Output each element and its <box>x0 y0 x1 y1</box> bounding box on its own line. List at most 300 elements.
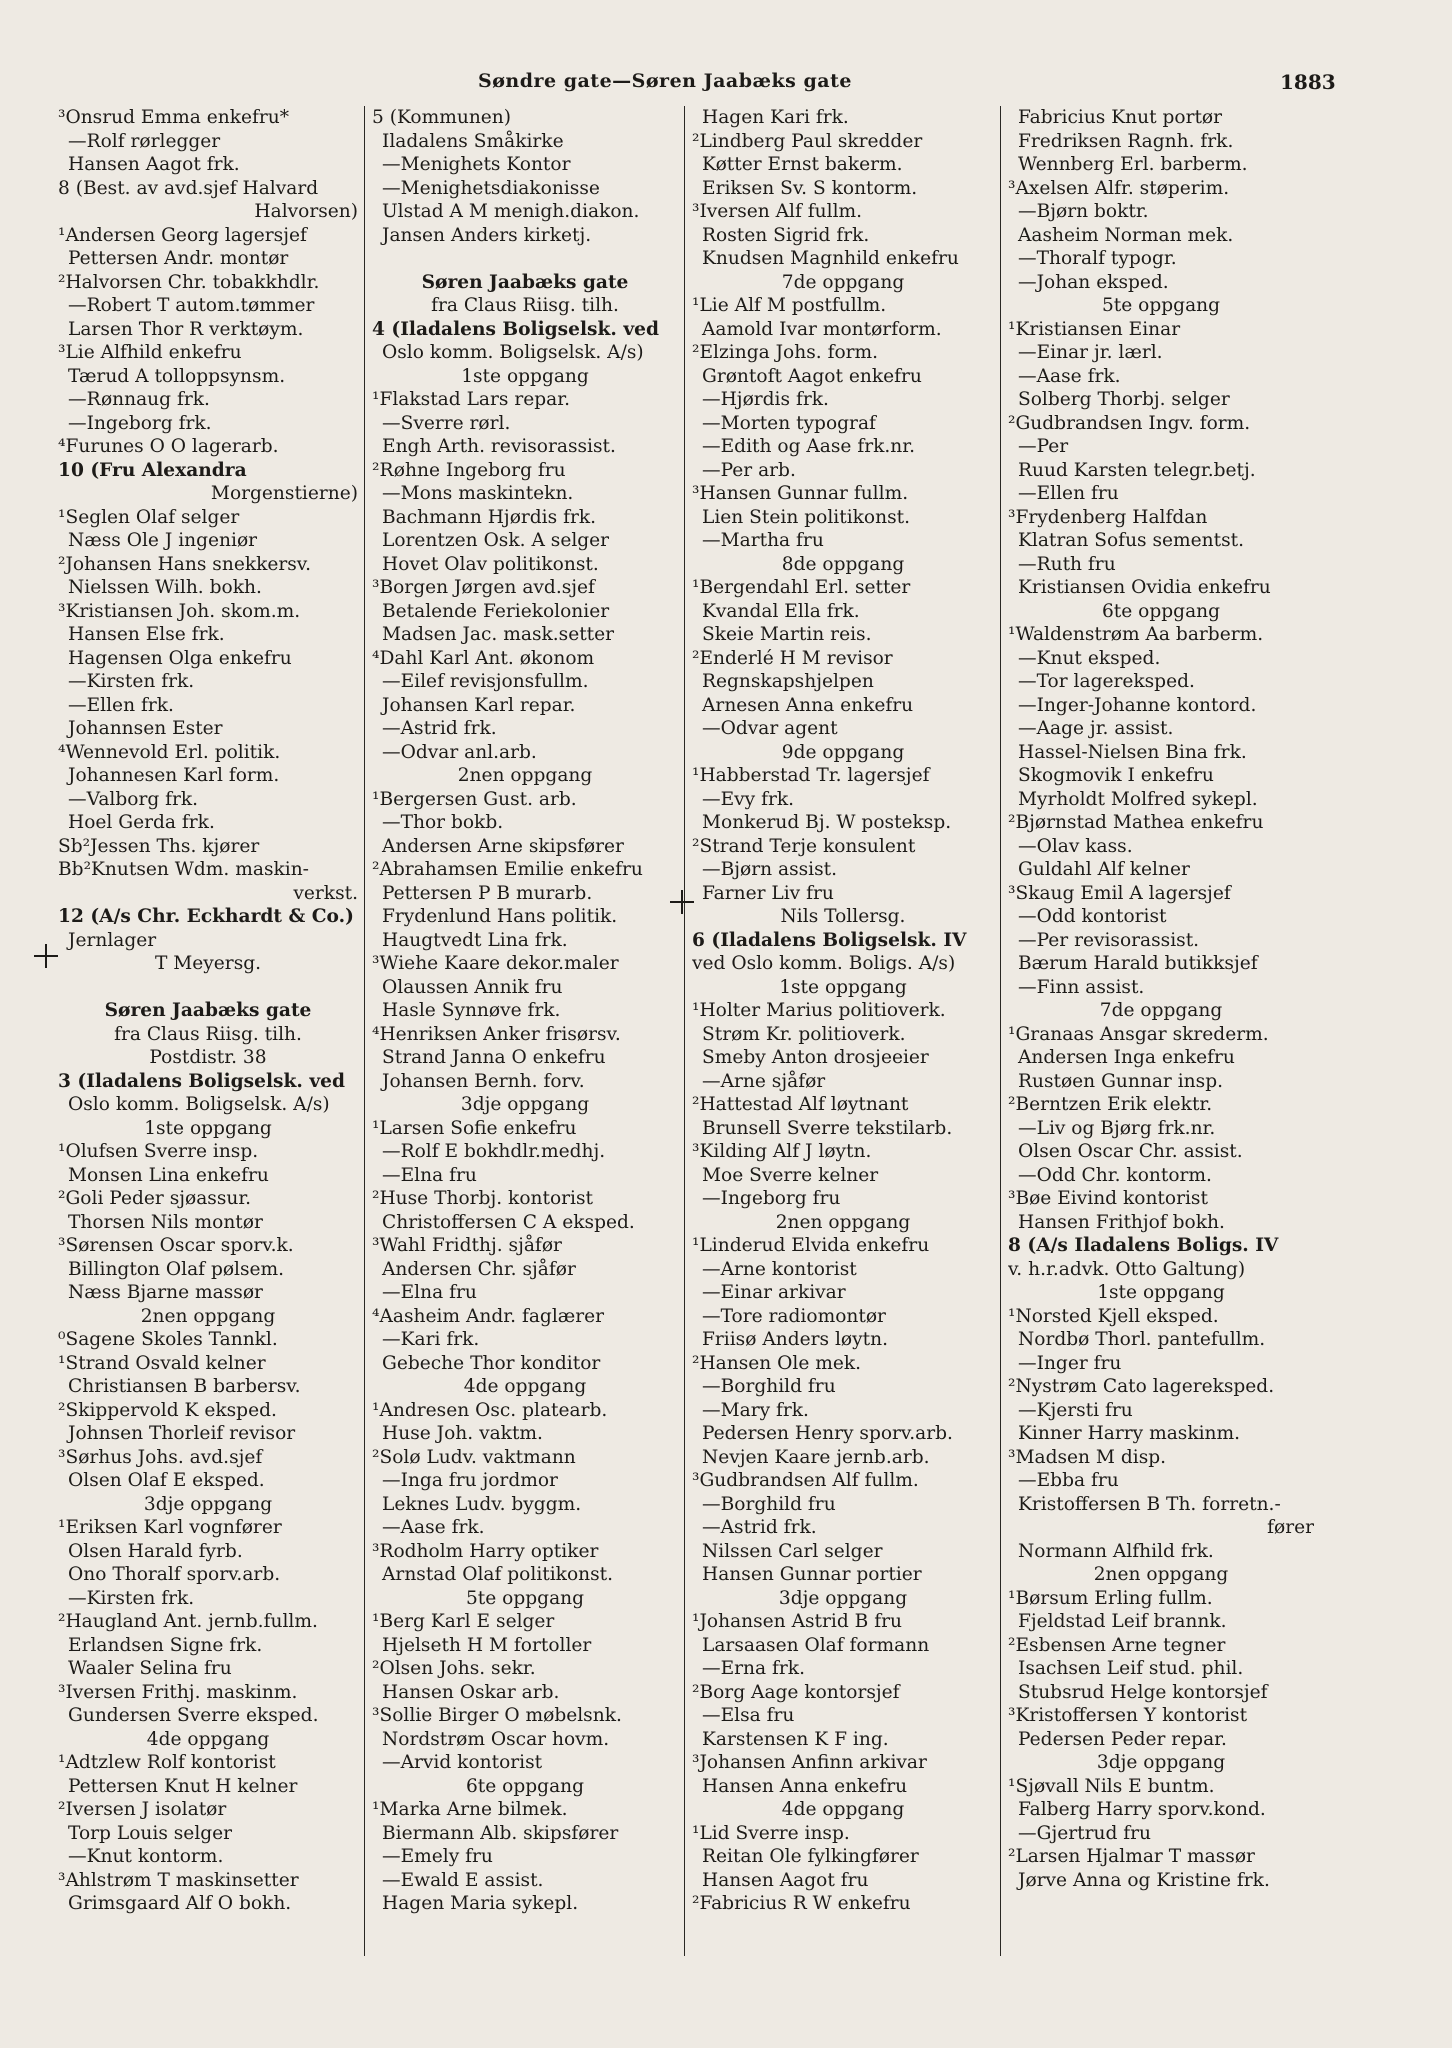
section-label: 1ste oppgang <box>779 976 907 998</box>
directory-entry: Regnskapshjelpen <box>702 671 874 692</box>
directory-entry: ³Sollie Birger O møbelsnk. <box>372 1705 622 1726</box>
directory-entry: —Evy frk. <box>702 788 795 810</box>
directory-entry: ¹Linderud Elvida enkefru <box>692 1235 930 1256</box>
directory-entry: Olaussen Annik fru <box>382 976 563 998</box>
directory-entry: ²Goli Peder sjøassur. <box>58 1188 252 1209</box>
directory-entry: Monkerud Bj. W posteksp. <box>702 812 952 833</box>
directory-entry: —Ewald E assist. <box>382 1869 544 1891</box>
directory-entry: Næss Ole J ingeniør <box>68 530 258 551</box>
section-label: 4de oppgang <box>146 1728 270 1750</box>
section-label: 3dje oppgang <box>778 1587 908 1609</box>
directory-entry: ³Axelsen Alfr. støperim. <box>1008 177 1230 199</box>
directory-entry: —Inger-Johanne kontord. <box>1018 694 1257 716</box>
directory-entry: Bachmann Hjørdis frk. <box>382 506 597 528</box>
directory-entry: —Robert T autom.tømmer <box>68 295 315 316</box>
section-label: 5te oppgang <box>465 1587 585 1609</box>
directory-entry: —Borghild fru <box>702 1376 836 1397</box>
section-label: 1ste oppgang <box>461 365 589 387</box>
directory-entry: Monsen Lina enkefru <box>68 1164 269 1186</box>
directory-entry: ³Frydenberg Halfdan <box>1008 506 1208 528</box>
directory-entry: —Thoralf typogr. <box>1018 248 1177 269</box>
directory-entry: ³Rodholm Harry optiker <box>372 1540 599 1562</box>
directory-entry: ²Haugland Ant. jernb.fullm. <box>58 1611 318 1632</box>
directory-entry: —Martha fru <box>702 530 824 551</box>
directory-entry: Christiansen B barbersv. <box>68 1376 301 1397</box>
directory-entry: Andersen Arne skipsfører <box>382 835 624 857</box>
directory-entry: ³Borgen Jørgen avd.sjef <box>372 577 595 598</box>
section-label: 7de oppgang <box>781 271 905 293</box>
directory-entry: ²Solø Ludv. vaktmann <box>372 1446 576 1468</box>
directory-entry: —Knut eksped. <box>1018 647 1161 669</box>
directory-entry: Friisø Anders løytn. <box>702 1329 888 1350</box>
directory-entry: —Knut kontorm. <box>68 1846 224 1867</box>
directory-entry: ²Borg Aage kontorsjef <box>692 1681 900 1703</box>
directory-entry: ved Oslo komm. Boligs. A/s) <box>692 953 956 974</box>
directory-entry: Engh Arth. revisorassist. <box>382 436 616 457</box>
column-2 <box>372 106 678 1916</box>
directory-entry: Huse Joh. vaktm. <box>382 1423 543 1444</box>
directory-entry: ³Sørhus Johs. avd.sjef <box>58 1446 263 1468</box>
directory-entry: —Tor lagereksped. <box>1018 671 1195 692</box>
directory-entry: Johansen Bernh. forv. <box>382 1070 585 1092</box>
column-rule <box>364 106 365 1956</box>
directory-entry: Pettersen Knut H kelner <box>68 1775 298 1797</box>
directory-entry: Hansen Aagot fru <box>702 1869 869 1891</box>
directory-entry: ¹Lie Alf M postfullm. <box>692 295 887 316</box>
directory-entry: ²Røhne Ingeborg fru <box>372 459 566 481</box>
directory-entry: —Emely fru <box>382 1846 493 1867</box>
address-entry: 10 (Fru Alexandra <box>58 459 247 481</box>
section-label: fra Claus Riisg. tilh. <box>114 1023 302 1045</box>
directory-entry: —Aase frk. <box>382 1517 485 1538</box>
directory-entry: Hansen Frithjof bokh. <box>1018 1211 1225 1233</box>
directory-entry: ¹Eriksen Karl vognfører <box>58 1517 282 1538</box>
directory-entry: Strøm Kr. politioverk. <box>702 1023 906 1045</box>
directory-entry: —Elsa fru <box>702 1705 795 1726</box>
directory-entry: ²Larsen Hjalmar T massør <box>1008 1846 1255 1867</box>
directory-entry: —Inga fru jordmor <box>382 1470 558 1491</box>
directory-entry: ³Kristoffersen Y kontorist <box>1008 1705 1248 1726</box>
directory-entry: ²Bjørnstad Mathea enkefru <box>1008 812 1264 833</box>
directory-entry: 8 (Best. av avd.sjef Halvard <box>58 177 319 199</box>
directory-entry: —Finn assist. <box>1018 976 1145 998</box>
directory-entry: ¹Lid Sverre insp. <box>692 1822 850 1844</box>
directory-entry: ³Ahlstrøm T maskinsetter <box>58 1869 299 1891</box>
directory-entry: ¹Strand Osvald kelner <box>58 1352 266 1374</box>
directory-entry: Wennberg Erl. barberm. <box>1018 154 1248 175</box>
directory-entry: Nilssen Carl selger <box>702 1540 883 1562</box>
directory-entry: —Rolf rørlegger <box>68 130 221 152</box>
directory-entry: Hansen Aagot frk. <box>68 154 240 175</box>
directory-entry: Hagen Maria sykepl. <box>382 1893 579 1914</box>
directory-entry: ³Bøe Eivind kontorist <box>1008 1188 1208 1209</box>
directory-entry: Johannsen Ester <box>68 718 223 739</box>
section-label: 9de oppgang <box>781 741 905 763</box>
directory-entry: ²Lindberg Paul skredder <box>692 130 923 152</box>
entry-continuation: Morgenstierne) <box>210 483 358 504</box>
directory-entry: Skogmovik I enkefru <box>1018 765 1214 786</box>
directory-entry: ⁴Wennevold Erl. politik. <box>58 741 281 763</box>
directory-entry: —Bjørn assist. <box>702 859 838 880</box>
directory-entry: Bb²Knutsen Wdm. maskin- <box>58 859 309 880</box>
directory-entry: ¹Andersen Georg lagersjef <box>58 224 307 246</box>
directory-entry: Thorsen Nils montør <box>68 1211 263 1233</box>
section-label: 2nen oppgang <box>140 1305 276 1327</box>
directory-entry: Kristoffersen B Th. forretn.- <box>1018 1493 1281 1515</box>
directory-entry: Hansen Else frk. <box>68 624 225 645</box>
directory-entry: Larsen Thor R verktøym. <box>68 318 304 340</box>
section-label: 1ste oppgang <box>1097 1282 1225 1303</box>
directory-entry: —Mons maskintekn. <box>382 483 574 504</box>
directory-entry: Hansen Oskar arb. <box>382 1681 560 1703</box>
directory-entry: Solberg Thorbj. selger <box>1018 389 1230 410</box>
directory-entry: —Ingeborg frk. <box>68 412 212 434</box>
directory-entry: ¹Habberstad Tr. lagersjef <box>692 765 930 786</box>
column-3 <box>692 106 994 1916</box>
directory-entry: —Odd kontorist <box>1018 906 1167 927</box>
directory-entry: ⁴Henriksen Anker frisørsv. <box>372 1023 621 1045</box>
directory-entry: Isachsen Leif stud. phil. <box>1018 1658 1244 1679</box>
directory-entry: ¹Seglen Olaf selger <box>58 506 240 528</box>
directory-entry: —Aase frk. <box>1018 365 1121 387</box>
directory-entry: Bærum Harald butikksjef <box>1018 953 1258 974</box>
directory-entry: Pettersen Andr. montør <box>68 248 289 269</box>
section-label: Nils Tollersg. <box>780 906 906 927</box>
directory-entry: ³Iversen Alf fullm. <box>692 201 863 222</box>
directory-entry: Oslo komm. Boligselsk. A/s) <box>68 1094 330 1115</box>
directory-entry: Nordstrøm Oscar hovm. <box>382 1728 610 1750</box>
directory-entry: Klatran Sofus sementst. <box>1018 530 1245 551</box>
directory-entry: Hansen Gunnar portier <box>702 1564 922 1585</box>
directory-entry: Leknes Ludv. byggm. <box>382 1493 582 1515</box>
directory-entry: Johannesen Karl form. <box>68 765 280 786</box>
entry-continuation: fører <box>1267 1517 1314 1538</box>
directory-entry: ³Wahl Fridthj. sjåfør <box>372 1235 562 1256</box>
directory-entry: —Inger fru <box>1018 1352 1122 1374</box>
directory-entry: Brunsell Sverre tekstilarb. <box>702 1117 953 1139</box>
directory-entry: Reitan Ole fylkingfører <box>702 1846 919 1867</box>
section-label: T Meyersg. <box>154 953 262 974</box>
directory-entry: ²Fabricius R W enkefru <box>692 1893 911 1914</box>
directory-entry: ¹Larsen Sofie enkefru <box>372 1117 577 1139</box>
directory-entry: Hoel Gerda frk. <box>68 812 215 833</box>
directory-entry: Moe Sverre kelner <box>702 1164 879 1186</box>
section-label: fra Claus Riisg. tilh. <box>431 295 619 316</box>
directory-entry: —Hjørdis frk. <box>702 389 829 410</box>
directory-entry: Grøntoft Aagot enkefru <box>702 365 922 387</box>
page-number: 1883 <box>1280 70 1336 94</box>
directory-entry: ³Sørensen Oscar sporv.k. <box>58 1235 294 1256</box>
directory-entry: —Tore radiomontør <box>702 1305 886 1327</box>
directory-entry: Kinner Harry maskinm. <box>1018 1423 1241 1444</box>
directory-entry: —Menighets Kontor <box>382 154 571 175</box>
directory-entry: ¹Holter Marius politioverk. <box>692 1000 946 1021</box>
directory-entry: —Per revisorassist. <box>1018 929 1200 951</box>
directory-entry: —Johan eksped. <box>1018 271 1169 293</box>
section-label: 2nen oppgang <box>1093 1564 1229 1585</box>
directory-entry: —Gjertrud fru <box>1018 1822 1151 1844</box>
directory-entry: Ruud Karsten telegr.betj. <box>1018 459 1256 481</box>
directory-entry: ²Gudbrandsen Ingv. form. <box>1008 412 1251 434</box>
directory-entry: Hjelseth H M fortoller <box>382 1634 592 1656</box>
section-label: 2nen oppgang <box>457 765 593 786</box>
directory-entry: ⁴Furunes O O lagerarb. <box>58 436 279 457</box>
directory-entry: Hasle Synnøve frk. <box>382 1000 561 1021</box>
directory-entry: ¹Olufsen Sverre insp. <box>58 1141 259 1162</box>
directory-entry: Frydenlund Hans politik. <box>382 906 618 927</box>
directory-entry: —Elna fru <box>382 1282 477 1303</box>
directory-entry: ³Skaug Emil A lagersjef <box>1008 882 1231 904</box>
directory-entry: Nordbø Thorl. pantefullm. <box>1018 1329 1266 1350</box>
directory-entry: Jernlager <box>68 929 157 951</box>
directory-entry: Johnsen Thorleif revisor <box>68 1423 296 1444</box>
column-4 <box>1008 106 1314 1892</box>
directory-entry: —Kirsten frk. <box>68 671 195 692</box>
directory-entry: Normann Alfhild frk. <box>1018 1540 1214 1562</box>
directory-entry: —Ruth fru <box>1018 553 1116 575</box>
directory-entry: Lien Stein politikonst. <box>702 506 910 528</box>
directory-entry: ²Esbensen Arne tegner <box>1008 1634 1226 1656</box>
directory-entry: ²Hansen Ole mek. <box>692 1352 862 1374</box>
directory-entry: Hagen Kari frk. <box>702 107 849 128</box>
directory-entry: Gebeche Thor konditor <box>382 1352 601 1374</box>
directory-entry: —Aage jr. assist. <box>1018 718 1174 739</box>
directory-entry: ³Onsrud Emma enkefru* <box>58 107 290 128</box>
section-label: 6te oppgang <box>465 1775 585 1797</box>
directory-entry: —Astrid frk. <box>382 718 497 739</box>
directory-entry: —Odd Chr. kontorm. <box>1018 1164 1212 1186</box>
directory-entry: Andersen Inga enkefru <box>1018 1047 1235 1068</box>
directory-entry: ³Johansen Anfinn arkivar <box>692 1752 927 1773</box>
directory-entry: Ono Thoralf sporv.arb. <box>68 1564 281 1585</box>
directory-entry: ¹Flakstad Lars repar. <box>372 389 570 410</box>
directory-entry: —Menighetsdiakonisse <box>382 177 600 199</box>
directory-entry: ²Hattestad Alf løytnant <box>692 1094 909 1115</box>
directory-entry: —Per <box>1018 436 1069 457</box>
section-label: 2nen oppgang <box>775 1211 911 1233</box>
column-rule <box>1000 106 1001 1956</box>
directory-entry: —Morten typograf <box>702 412 876 434</box>
street-heading: Søren Jaabæks gate <box>421 271 629 293</box>
column-rule <box>684 106 685 1956</box>
directory-entry: ¹Sjøvall Nils E buntm. <box>1008 1775 1215 1797</box>
directory-entry: —Kirsten frk. <box>68 1587 195 1609</box>
directory-entry: Olsen Oscar Chr. assist. <box>1018 1141 1243 1162</box>
directory-entry: Farner Liv fru <box>702 882 834 904</box>
directory-entry: ⁴Dahl Karl Ant. økonom <box>372 647 595 669</box>
directory-entry: Betalende Feriekolonier <box>382 600 610 622</box>
directory-entry: ³Gudbrandsen Alf fullm. <box>692 1470 919 1491</box>
directory-entry: Eriksen Sv. S kontorm. <box>702 177 918 199</box>
directory-entry: Skeie Martin reis. <box>702 624 872 645</box>
directory-entry: ²Huse Thorbj. kontorist <box>372 1188 594 1209</box>
directory-entry: ¹Granaas Ansgar skrederm. <box>1008 1023 1269 1045</box>
section-label: 4de oppgang <box>781 1799 905 1820</box>
directory-entry: Larsaasen Olaf formann <box>702 1634 930 1656</box>
directory-entry: Sb²Jessen Ths. kjører <box>58 835 260 857</box>
directory-entry: ¹Waldenstrøm Aa barberm. <box>1008 624 1264 645</box>
directory-entry: ¹Bergersen Gust. arb. <box>372 788 577 810</box>
directory-entry: —Rønnaug frk. <box>68 389 210 410</box>
directory-entry: ²Iversen J isolatør <box>58 1799 227 1820</box>
directory-entry: —Odvar agent <box>702 718 838 739</box>
directory-entry: Hassel-Nielsen Bina frk. <box>1018 741 1247 763</box>
directory-entry: Køtter Ernst bakerm. <box>702 154 903 175</box>
directory-entry <box>372 247 678 271</box>
directory-entry: —Rolf E bokhdlr.medhj. <box>382 1141 606 1162</box>
cross-reference-mark <box>34 944 58 968</box>
directory-entry: Jørve Anna og Kristine frk. <box>1018 1869 1270 1891</box>
directory-entry: ²Strand Terje konsulent <box>692 835 916 857</box>
section-label: 3dje oppgang <box>143 1493 273 1515</box>
directory-entry: —Thor bokb. <box>382 812 504 833</box>
directory-entry: Hagensen Olga enkefru <box>68 647 292 669</box>
directory-entry: Grimsgaard Alf O bokh. <box>68 1893 292 1914</box>
directory-entry: ²Johansen Hans snekkersv. <box>58 553 311 575</box>
directory-entry: Olsen Olaf E eksped. <box>68 1470 265 1491</box>
directory-entry: Aasheim Norman mek. <box>1018 224 1234 246</box>
section-label: 6te oppgang <box>1101 600 1221 622</box>
directory-entry: Hovet Olav politikonst. <box>382 553 599 575</box>
directory-entry: Biermann Alb. skipsfører <box>382 1822 619 1844</box>
directory-entry: —Arvid kontorist <box>382 1752 543 1773</box>
directory-entry: ¹Bergendahl Erl. setter <box>692 577 911 598</box>
directory-entry: Andersen Chr. sjåfør <box>382 1258 576 1280</box>
directory-entry: Nielssen Wilh. bokh. <box>68 577 262 598</box>
directory-entry: Billington Olaf pølsem. <box>68 1258 285 1280</box>
directory-entry: Falberg Harry sporv.kond. <box>1018 1799 1266 1820</box>
directory-entry: ³Kristiansen Joh. skom.m. <box>58 600 301 622</box>
address-entry: 3 (Iladalens Boligselsk. ved <box>58 1070 345 1092</box>
directory-entry: ²Skippervold K eksped. <box>58 1399 277 1421</box>
directory-entry: —Liv og Bjørg frk.nr. <box>1018 1117 1216 1139</box>
directory-entry: ²Olsen Johs. sekr. <box>372 1658 536 1679</box>
directory-entry: ²Elzinga Johs. form. <box>692 342 879 363</box>
directory-entry: Christoffersen C A eksped. <box>382 1211 635 1233</box>
directory-entry: —Erna frk. <box>702 1658 805 1679</box>
directory-entry: Madsen Jac. mask.setter <box>382 624 615 645</box>
directory-entry: ²Berntzen Erik elektr. <box>1008 1094 1213 1115</box>
directory-entry: ⁰Sagene Skoles Tannkl. <box>58 1329 278 1350</box>
directory-entry: —Ingeborg fru <box>702 1188 841 1209</box>
section-label: 3dje oppgang <box>460 1094 590 1115</box>
section-label: 4de oppgang <box>463 1376 587 1397</box>
directory-entry: ⁴Aasheim Andr. faglærer <box>372 1305 605 1327</box>
section-label: Postdistr. 38 <box>149 1047 267 1068</box>
directory-entry: Næss Bjarne massør <box>68 1282 263 1303</box>
directory-entry: —Elna fru <box>382 1164 477 1186</box>
address-entry: 6 (Iladalens Boligselsk. IV <box>692 929 967 951</box>
directory-entry: —Arne sjåfør <box>702 1070 826 1092</box>
directory-entry: ¹Johansen Astrid B fru <box>692 1611 902 1632</box>
entry-continuation: verkst. <box>293 882 358 904</box>
directory-entry: ¹Marka Arne bilmek. <box>372 1799 568 1820</box>
directory-entry: Myrholdt Molfred sykepl. <box>1018 788 1258 810</box>
directory-entry: Iladalens Småkirke <box>382 130 564 152</box>
directory-entry: Johansen Karl repar. <box>382 694 576 716</box>
directory-entry: Kvandal Ella frk. <box>702 600 860 622</box>
directory-entry: ³Kilding Alf J løytn. <box>692 1141 872 1162</box>
directory-entry: Fredriksen Ragnh. frk. <box>1018 130 1234 152</box>
directory-entry: ¹Børsum Erling fullm. <box>1008 1587 1213 1609</box>
directory-entry: Kristiansen Ovidia enkefru <box>1018 577 1271 598</box>
directory-entry: —Ellen fru <box>1018 483 1119 504</box>
column-1 <box>58 106 358 1916</box>
directory-entry: Fabricius Knut portør <box>1018 107 1223 128</box>
directory-entry: —Odvar anl.arb. <box>382 741 537 763</box>
directory-entry: ¹Norsted Kjell eksped. <box>1008 1305 1219 1327</box>
directory-entry: Karstensen K F ing. <box>702 1728 889 1750</box>
directory-entry: —Astrid frk. <box>702 1517 817 1538</box>
section-label: 1ste oppgang <box>144 1117 272 1139</box>
directory-entry: —Sverre rørl. <box>382 412 511 434</box>
page-header <box>0 70 1452 104</box>
section-label: 3dje oppgang <box>1096 1752 1226 1773</box>
directory-entry: Aamold Ivar montørform. <box>702 318 942 340</box>
directory-entry: ²Nystrøm Cato lagereksped. <box>1008 1376 1275 1397</box>
directory-entry: ³Lie Alfhild enkefru <box>58 342 242 363</box>
directory-entry: Torp Louis selger <box>68 1822 233 1844</box>
directory-entry: Ulstad A M menigh.diakon. <box>382 201 640 222</box>
entry-continuation: Halvorsen) <box>254 201 358 222</box>
directory-entry: Arnstad Olaf politikonst. <box>382 1564 614 1585</box>
directory-entry: ¹Adtzlew Rolf kontorist <box>58 1752 276 1773</box>
directory-entry: Strand Janna O enkefru <box>382 1047 606 1068</box>
directory-entry: Rosten Sigrid frk. <box>702 224 870 246</box>
section-label: 7de oppgang <box>1099 1000 1223 1021</box>
directory-entry: —Eilef revisjonsfullm. <box>382 671 589 692</box>
directory-entry: Gundersen Sverre eksped. <box>68 1705 319 1726</box>
directory-entry: Fjeldstad Leif brannk. <box>1018 1611 1227 1632</box>
directory-entry: Pedersen Henry sporv.arb. <box>702 1423 953 1444</box>
street-heading: Søren Jaabæks gate <box>104 1000 312 1021</box>
directory-entry: ¹Andresen Osc. platearb. <box>372 1399 608 1421</box>
directory-entry: Arnesen Anna enkefru <box>702 694 914 716</box>
directory-entry: Olsen Harald fyrb. <box>68 1540 243 1562</box>
directory-entry: ²Abrahamsen Emilie enkefru <box>372 859 643 880</box>
directory-entry: Lorentzen Osk. A selger <box>382 530 610 551</box>
directory-entry: Guldahl Alf kelner <box>1018 859 1190 880</box>
directory-entry: ³Madsen M disp. <box>1008 1446 1167 1468</box>
address-entry: 8 (A/s Iladalens Boligs. IV <box>1008 1235 1279 1256</box>
directory-entry: ³Wiehe Kaare dekor.maler <box>372 953 619 974</box>
directory-entry: Oslo komm. Boligselsk. A/s) <box>382 342 644 363</box>
directory-entry: ²Enderlé H M revisor <box>692 647 893 669</box>
directory-entry: —Borghild fru <box>702 1493 836 1515</box>
directory-entry: —Edith og Aase frk.nr. <box>702 436 916 457</box>
directory-entry: —Olav kass. <box>1018 835 1133 857</box>
directory-entry: Rustøen Gunnar insp. <box>1018 1070 1224 1092</box>
cross-reference-mark <box>670 890 694 914</box>
directory-entry: Tærud A tolloppsynsm. <box>68 365 286 387</box>
directory-entry: v. h.r.advk. Otto Galtung) <box>1008 1258 1246 1280</box>
directory-entry: Hansen Anna enkefru <box>702 1775 908 1797</box>
directory-entry: ³Iversen Frithj. maskinm. <box>58 1681 298 1703</box>
directory-entry: —Kari frk. <box>382 1329 480 1350</box>
directory-entry: Haugtvedt Lina frk. <box>382 929 568 951</box>
directory-entry: Knudsen Magnhild enkefru <box>702 248 959 269</box>
directory-entry: Jansen Anders kirketj. <box>382 224 592 246</box>
directory-entry <box>58 976 358 1000</box>
address-entry: 12 (A/s Chr. Eckhardt & Co.) <box>58 906 354 927</box>
directory-entry: Stubsrud Helge kontorsjef <box>1018 1681 1268 1703</box>
directory-entry: Pettersen P B murarb. <box>382 882 593 904</box>
address-entry: 4 (Iladalens Boligselsk. ved <box>372 318 659 340</box>
running-title: Søndre gate—Søren Jaabæks gate <box>478 70 852 92</box>
directory-entry: —Ellen frk. <box>68 694 174 716</box>
directory-entry: —Einar jr. lærl. <box>1018 342 1163 363</box>
directory-entry: —Ebba fru <box>1018 1470 1119 1491</box>
